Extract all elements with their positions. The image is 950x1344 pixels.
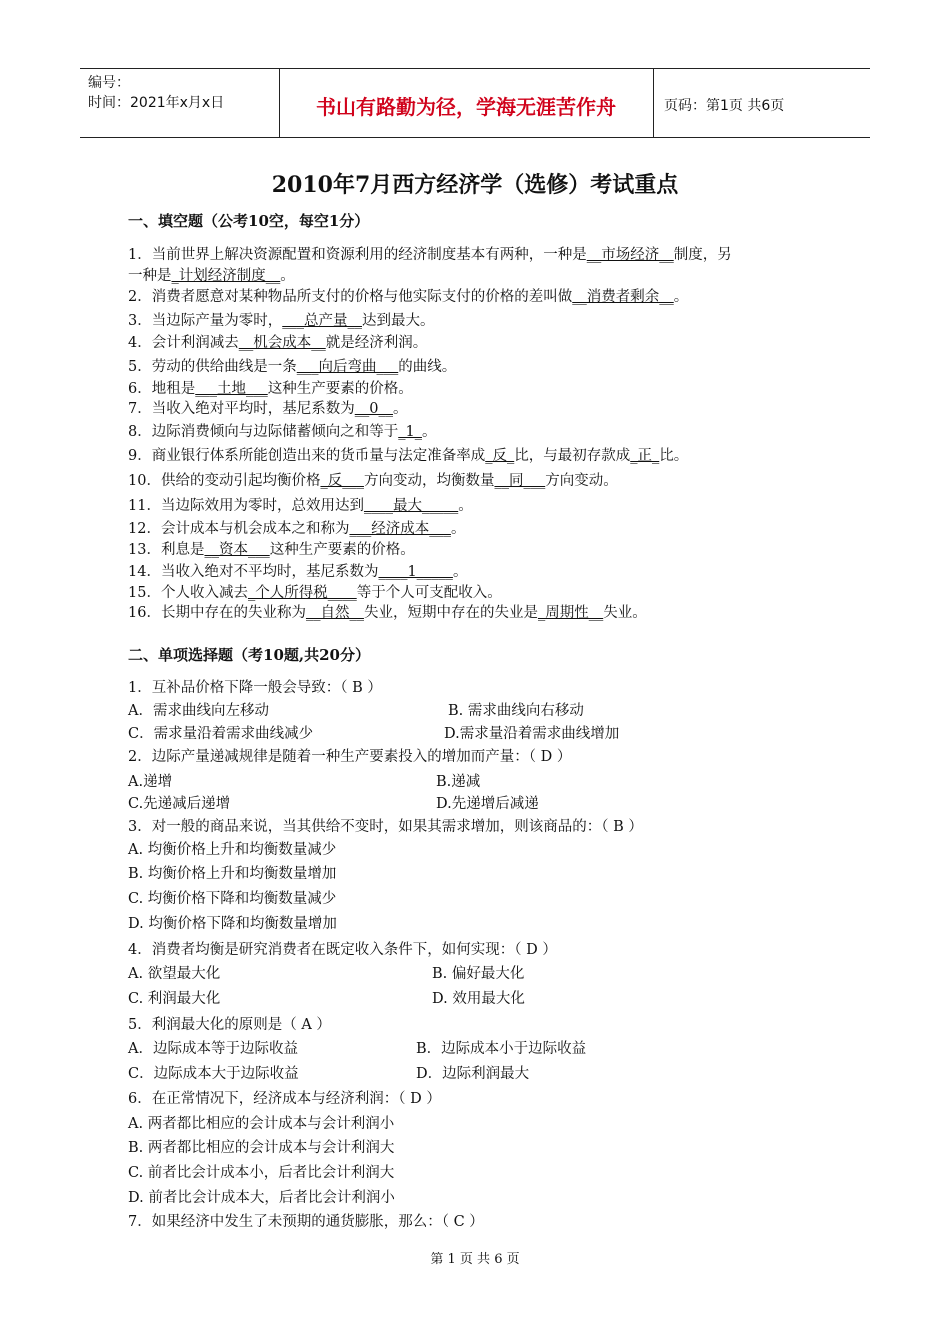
- blank-answer: ____1_____: [378, 564, 453, 580]
- fill-in-item: [128, 397, 407, 418]
- answer-option: C. 前者比会计成本小，后者比会计利润大: [128, 1165, 395, 1181]
- item-text: 等于个人可支配收入。: [356, 585, 502, 601]
- fill-in-item: [128, 469, 618, 490]
- item-text: 3．当边际产量为零时，: [128, 313, 283, 329]
- answer-option: C．需求量沿着需求曲线减少: [128, 726, 314, 742]
- item-text: 16．长期中存在的失业称为: [128, 605, 306, 621]
- answer-option: B．边际成本小于边际收益: [416, 1041, 587, 1057]
- item-text: 。: [421, 424, 437, 440]
- answer-option: B. 需求曲线向右移动: [448, 703, 584, 719]
- fill-in-item: [128, 601, 647, 622]
- answer-option: B. 两者都比相应的会计成本与会计利润大: [128, 1140, 395, 1156]
- document-title: 2010年7月西方经济学（选修）考试重点: [271, 172, 679, 198]
- blank-answer: ___经济成本___: [349, 521, 451, 537]
- item-text: 一种是: [128, 268, 172, 284]
- header-meta: [88, 73, 224, 113]
- item-text: 1．当前世界上解决资源配置和资源利用的经济制度基本有两种，一种是: [128, 247, 587, 263]
- blank-answer: _周期性__: [537, 605, 604, 621]
- fill-in-item: [128, 494, 473, 515]
- item-text: 。: [392, 401, 408, 417]
- fill-in-item: [128, 581, 502, 602]
- item-text: 15．个人收入减去: [128, 585, 248, 601]
- item-text: 6．地租是: [128, 381, 196, 397]
- item-text: 方向变动。: [545, 473, 618, 489]
- header-divider: [653, 69, 654, 137]
- answer-option: B.递减: [436, 774, 481, 790]
- section2-heading: 二、单项选择题（考10题,共20分）: [128, 646, 370, 664]
- fill-in-item: [128, 420, 436, 441]
- fill-in-item: [128, 355, 456, 376]
- answer-option: D.需求量沿着需求曲线增加: [444, 726, 620, 742]
- item-text: 2．消费者愿意对某种物品所支付的价格与他实际支付的价格的差叫做: [128, 289, 573, 305]
- fill-in-item: [128, 243, 732, 264]
- item-text: 达到最大。: [361, 313, 435, 329]
- item-text: 比。: [659, 448, 689, 464]
- item-text: 失业，短期中存在的失业是: [363, 605, 538, 621]
- blank-answer: ___土地___: [195, 381, 268, 397]
- question-stem: 1．互补品价格下降一般会导致：（ B ）: [128, 680, 382, 696]
- blank-answer: _1_: [398, 424, 422, 440]
- item-text: 9．商业银行体系所能创造出来的货币量与法定准备率成: [128, 448, 486, 464]
- blank-answer: _反_: [485, 448, 515, 464]
- fill-in-item: [128, 560, 467, 581]
- answer-option: B. 均衡价格上升和均衡数量增加: [128, 866, 337, 882]
- answer-option: D. 前者比会计成本大，后者比会计利润小: [128, 1190, 395, 1206]
- item-text: 14．当收入绝对不平均时，基尼系数为: [128, 564, 379, 580]
- answer-option: C.先递减后递增: [128, 796, 231, 812]
- item-text: 。: [673, 289, 689, 305]
- header-page-info: 页码：第1页 共6页: [664, 98, 785, 114]
- blank-answer: __0__: [354, 401, 393, 417]
- item-text: 10．供给的变动引起均衡价格: [128, 473, 321, 489]
- question-stem: 5．利润最大化的原则是（ A ）: [128, 1017, 331, 1033]
- answer-option: D. 均衡价格下降和均衡数量增加: [128, 916, 337, 932]
- fill-in-item: [128, 538, 415, 559]
- fill-in-item: [128, 309, 434, 330]
- fill-in-item: [128, 331, 427, 352]
- blank-answer: _正_: [630, 448, 660, 464]
- item-text: 11．当边际效用为零时，总效用达到: [128, 498, 364, 514]
- item-text: 的曲线。: [398, 359, 457, 375]
- answer-option: A. 两者都比相应的会计成本与会计利润小: [128, 1116, 395, 1132]
- item-text: 。: [458, 498, 473, 514]
- blank-answer: _反___: [320, 473, 364, 489]
- item-text: 。: [452, 564, 468, 580]
- blank-answer: _计划经济制度__: [171, 268, 281, 284]
- item-text: 方向变动，均衡数量: [363, 473, 495, 489]
- header-motto: 书山有路勤为径，学海无涯苦作舟: [316, 95, 616, 119]
- section1-heading: 一、填空题（公考10空，每空1分）: [128, 212, 370, 230]
- fill-in-item: [128, 377, 413, 398]
- item-text: 制度，另: [673, 247, 732, 263]
- time-label: 时间：2021年x月x日: [88, 95, 225, 111]
- answer-option: C. 利润最大化: [128, 991, 221, 1007]
- blank-answer: __机会成本__: [238, 335, 326, 351]
- answer-option: D．边际利润最大: [416, 1066, 530, 1082]
- blank-answer: __同___: [494, 473, 546, 489]
- item-text: 5．劳动的供给曲线是一条: [128, 359, 297, 375]
- page-footer: 第 1 页 共 6 页: [430, 1252, 520, 1267]
- blank-answer: ___总产量__: [282, 313, 362, 329]
- blank-answer: ____最大_____: [363, 498, 459, 514]
- question-stem: 2．边际产量递减规律是随着一种生产要素投入的增加而产量：（ D ）: [128, 749, 572, 765]
- item-text: 4．会计利润减去: [128, 335, 239, 351]
- answer-option: A.递增: [128, 774, 173, 790]
- page-header: [80, 68, 870, 138]
- answer-option: B. 偏好最大化: [432, 966, 525, 982]
- question-stem: 7．如果经济中发生了未预期的通货膨胀，那么：（ C ）: [128, 1214, 484, 1230]
- number-label: 编号：: [88, 75, 130, 91]
- fill-in-item: [128, 517, 465, 538]
- item-text: 比，与最初存款成: [514, 448, 631, 464]
- answer-option: D. 效用最大化: [432, 991, 525, 1007]
- blank-answer: _个人所得税____: [247, 585, 357, 601]
- blank-answer: __消费者剩余__: [572, 289, 674, 305]
- item-text: 13．利息是: [128, 542, 205, 558]
- answer-option: C．边际成本大于边际收益: [128, 1066, 299, 1082]
- answer-option: A．边际成本等于边际收益: [128, 1041, 298, 1057]
- item-text: 就是经济利润。: [325, 335, 428, 351]
- fill-in-item: [128, 444, 688, 465]
- blank-answer: __资本___: [204, 542, 270, 558]
- item-text: 7．当收入绝对平均时，基尼系数为: [128, 401, 355, 417]
- item-text: 失业。: [603, 605, 647, 621]
- answer-option: D.先递增后减递: [436, 796, 539, 812]
- item-text: 这种生产要素的价格。: [267, 381, 413, 397]
- item-text: 12．会计成本与机会成本之和称为: [128, 521, 350, 537]
- question-stem: 4．消费者均衡是研究消费者在既定收入条件下，如何实现：（ D ）: [128, 942, 557, 958]
- blank-answer: ___向后弯曲___: [296, 359, 399, 375]
- item-text: 这种生产要素的价格。: [269, 542, 415, 558]
- answer-option: A. 均衡价格上升和均衡数量减少: [128, 842, 337, 858]
- item-text: 8．边际消费倾向与边际储蓄倾向之和等于: [128, 424, 399, 440]
- fill-in-item: [128, 264, 295, 285]
- blank-answer: __自然__: [305, 605, 364, 621]
- answer-option: C. 均衡价格下降和均衡数量减少: [128, 891, 337, 907]
- item-text: 。: [450, 521, 466, 537]
- blank-answer: __市场经济__: [586, 247, 674, 263]
- item-text: 。: [280, 268, 295, 284]
- fill-in-item: [128, 285, 688, 306]
- question-stem: 3．对一般的商品来说，当其供给不变时，如果其需求增加，则该商品的：（ B ）: [128, 819, 643, 835]
- answer-option: A．需求曲线向左移动: [128, 703, 269, 719]
- answer-option: A. 欲望最大化: [128, 966, 221, 982]
- question-stem: 6．在正常情况下，经济成本与经济利润：（ D ）: [128, 1091, 441, 1107]
